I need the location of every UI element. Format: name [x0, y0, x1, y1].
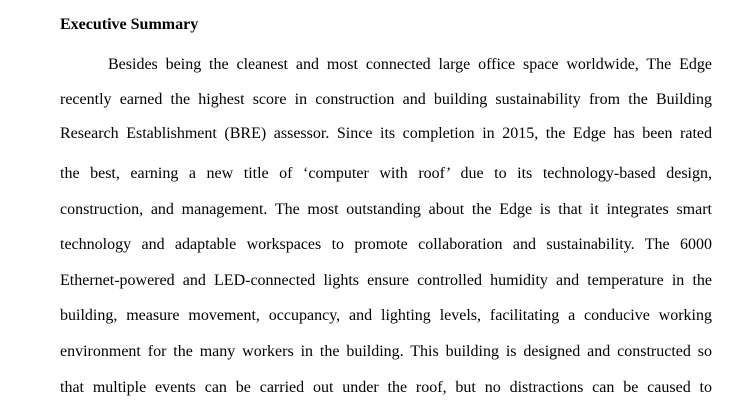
paragraph-line: recently earned the highest score in construction and building sustainability from the Building: [60, 91, 712, 108]
paragraph-line: Ethernet-powered and LED-connected lights ensure controlled humidity and temperature in the: [60, 272, 712, 289]
paragraph-line: environment for the many workers in the building. This building is designed and constructed so: [60, 343, 712, 360]
paragraph-line: technology and adaptable workspaces to promote collaboration and sustainability. The 6000: [60, 236, 712, 253]
paragraph-line: that multiple events can be carried out under the roof, but no distractions can be caused to: [60, 379, 712, 396]
paragraph-line: Research Establishment (BRE) assessor. Since its completion in 2015, the Edge has been rated: [60, 125, 712, 142]
paragraph-line: building, measure movement, occupancy, and lighting levels, facilitating a conducive working: [60, 307, 712, 324]
paragraph-line: the best, earning a new title of ‘computer with roof’ due to its technology-based design,: [60, 165, 712, 182]
paragraph-line: Besides being the cleanest and most connected large office space worldwide, The Edge: [108, 56, 712, 73]
paragraph-line: construction, and management. The most outstanding about the Edge is that it integrates smart: [60, 201, 712, 218]
section-heading: Executive Summary: [60, 16, 199, 33]
